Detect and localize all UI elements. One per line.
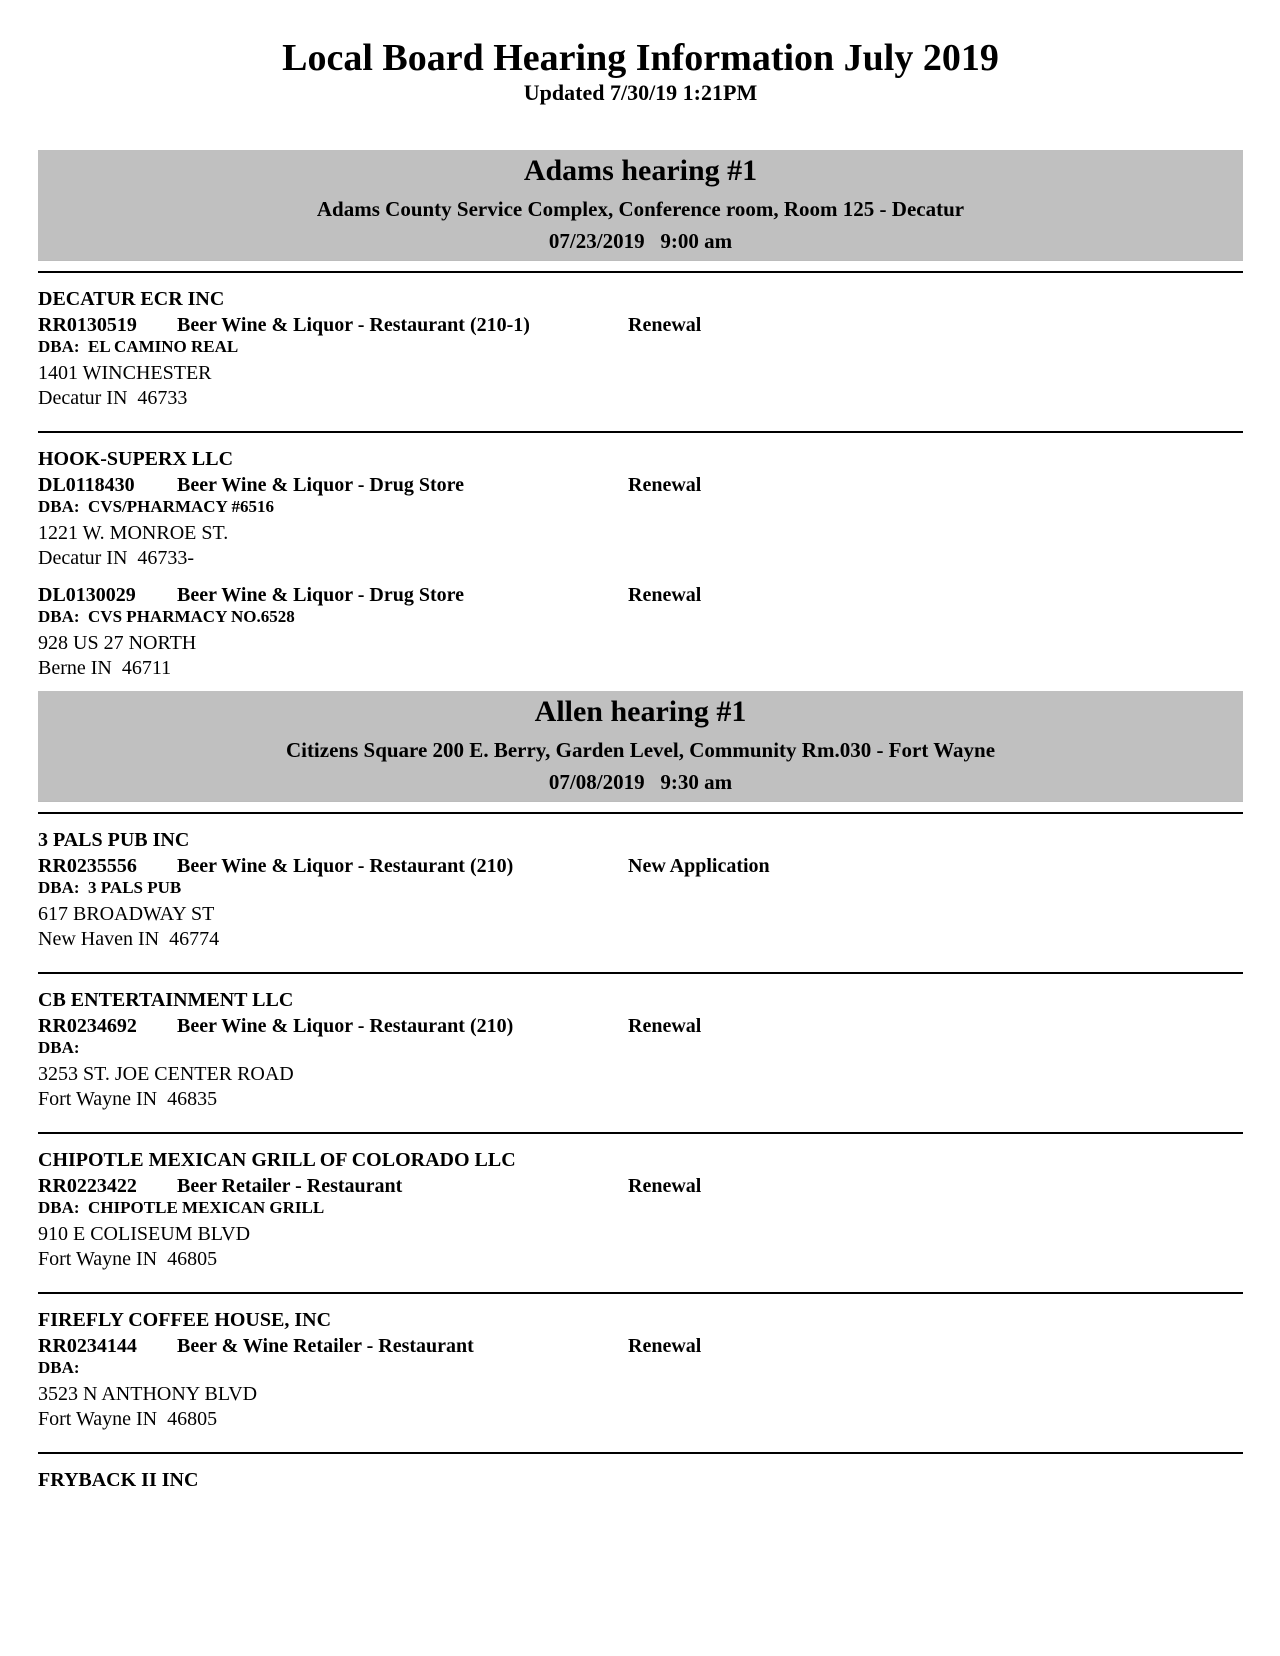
permit-block [38, 854, 1243, 952]
permit-number: RR0223422 [38, 1175, 137, 1197]
permit-row [38, 854, 1243, 878]
licensee-name: FIREFLY COFFEE HOUSE, INC [38, 1309, 332, 1331]
licensee-entry [38, 433, 1243, 691]
dba-name: DBA: CVS PHARMACY NO.6528 [38, 607, 295, 626]
hearing-datetime: 07/08/2019 9:30 am [548, 770, 733, 794]
street-address: 928 US 27 NORTH [38, 632, 197, 654]
permit-type: Beer Wine & Liquor - Drug Store [177, 584, 465, 606]
permit-type: Beer Retailer - Restaurant [177, 1175, 403, 1197]
licensee-name: CHIPOTLE MEXICAN GRILL OF COLORADO LLC [38, 1149, 516, 1171]
dba-name: DBA: 3 PALS PUB [38, 878, 182, 897]
permit-type: Beer Wine & Liquor - Drug Store [177, 474, 465, 496]
permit-row [38, 1014, 1243, 1038]
hearings-list [38, 150, 1243, 1492]
permit-number: RR0234692 [38, 1015, 137, 1037]
hearing-section [38, 691, 1243, 1492]
licensee-entry [38, 273, 1243, 431]
city-state-zip: Fort Wayne IN 46805 [38, 1248, 218, 1270]
licensee-name: CB ENTERTAINMENT LLC [38, 989, 294, 1011]
city-state-zip: Decatur IN 46733- [38, 547, 195, 569]
street-address: 3253 ST. JOE CENTER ROAD [38, 1063, 294, 1085]
permit-type: Beer Wine & Liquor - Restaurant (210-1) [177, 314, 530, 336]
permit-status: Renewal [628, 1335, 702, 1357]
permit-status: Renewal [628, 1015, 702, 1037]
dba-name: DBA: CVS/PHARMACY #6516 [38, 497, 274, 516]
document-page [38, 0, 1243, 1492]
permit-type: Beer Wine & Liquor - Restaurant (210) [177, 1015, 514, 1037]
street-address: 3523 N ANTHONY BLVD [38, 1383, 258, 1405]
permit-status: Renewal [628, 1175, 702, 1197]
licensee-name: DECATUR ECR INC [38, 288, 225, 310]
permit-row [38, 313, 1243, 337]
hearing-header [38, 150, 1243, 261]
city-state-zip: Berne IN 46711 [38, 657, 172, 679]
licensee-entry [38, 814, 1243, 972]
hearing-header [38, 691, 1243, 802]
licensee-entry [38, 1134, 1243, 1292]
hearing-section [38, 150, 1243, 691]
city-state-zip: New Haven IN 46774 [38, 928, 220, 950]
street-address: 617 BROADWAY ST [38, 903, 215, 925]
permit-row [38, 583, 1243, 607]
permit-block [38, 473, 1243, 571]
street-address: 1221 W. MONROE ST. [38, 522, 229, 544]
permit-row [38, 473, 1243, 497]
street-address: 1401 WINCHESTER [38, 362, 212, 384]
permit-status: Renewal [628, 474, 702, 496]
licensee-name: 3 PALS PUB INC [38, 829, 190, 851]
permit-number: RR0130519 [38, 314, 137, 336]
hearing-title: Adams hearing #1 [523, 154, 758, 187]
licensee-entry [38, 1454, 1243, 1492]
licensee-entry [38, 974, 1243, 1132]
permit-block [38, 1334, 1243, 1432]
hearing-title: Allen hearing #1 [534, 695, 747, 728]
dba-name: DBA: [38, 1038, 80, 1057]
permit-number: RR0234144 [38, 1335, 137, 1357]
licensee-entry [38, 1294, 1243, 1452]
permit-block [38, 313, 1243, 411]
city-state-zip: Fort Wayne IN 46835 [38, 1088, 218, 1110]
street-address: 910 E COLISEUM BLVD [38, 1223, 251, 1245]
permit-number: DL0118430 [38, 474, 135, 496]
permit-block [38, 1014, 1243, 1112]
permit-status: Renewal [628, 584, 702, 606]
permit-type: Beer & Wine Retailer - Restaurant [177, 1335, 474, 1357]
licensee-name: HOOK-SUPERX LLC [38, 448, 234, 470]
permit-row [38, 1174, 1243, 1198]
hearing-datetime: 07/23/2019 9:00 am [548, 229, 733, 253]
licensee-name: FRYBACK II INC [38, 1469, 199, 1491]
permit-row [38, 1334, 1243, 1358]
permit-status: New Application [628, 855, 770, 877]
city-state-zip: Fort Wayne IN 46805 [38, 1408, 218, 1430]
permit-block [38, 1174, 1243, 1272]
permit-number: RR0235556 [38, 855, 137, 877]
permit-block [38, 583, 1243, 681]
dba-name: DBA: EL CAMINO REAL [38, 337, 239, 356]
permit-status: Renewal [628, 314, 702, 336]
dba-name: DBA: CHIPOTLE MEXICAN GRILL [38, 1198, 325, 1217]
dba-name: DBA: [38, 1358, 80, 1377]
city-state-zip: Decatur IN 46733 [38, 387, 188, 409]
permit-type: Beer Wine & Liquor - Restaurant (210) [177, 855, 514, 877]
document-title: Local Board Hearing Information July 2019 [282, 37, 999, 79]
permit-number: DL0130029 [38, 584, 136, 606]
hearing-location: Adams County Service Complex, Conference room, Room 125 - Decatur [316, 197, 965, 221]
hearing-location: Citizens Square 200 E. Berry, Garden Level, Community Rm.030 - Fort Wayne [285, 738, 996, 762]
updated-timestamp: Updated 7/30/19 1:21PM [523, 80, 758, 105]
